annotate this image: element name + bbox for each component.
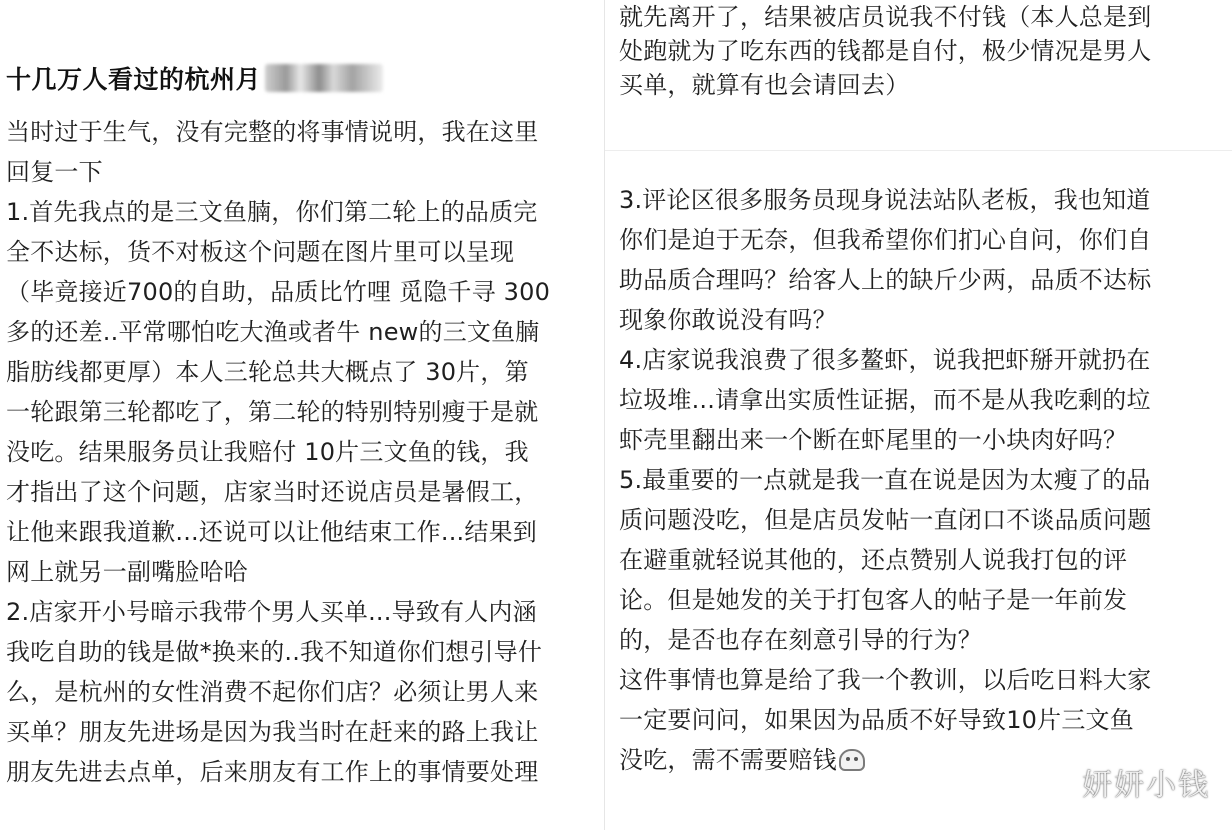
post-text-line: 5.最重要的一点就是我一直在说是因为太瘦了的品 <box>619 466 1151 494</box>
post-text-line: 的，是否也存在刻意引导的行为？ <box>619 626 982 654</box>
watermark: 妍妍小钱 <box>1082 768 1210 803</box>
post-text-line: （毕竟接近700的自助，品质比竹哩 觅隐千寻 300 <box>6 278 551 306</box>
post-text-line: 3.评论区很多服务员现身说法站队老板，我也知道 <box>619 186 1151 214</box>
blurred-title-suffix <box>265 64 383 92</box>
post-text-line: 当时过于生气，没有完整的将事情说明，我在这里 <box>6 118 539 146</box>
right-post-top-body <box>619 0 1225 102</box>
post-text-line: 回复一下 <box>6 158 103 186</box>
post-text-line: 网上就另一副嘴脸哈哈 <box>6 558 248 586</box>
screenshot-divider <box>605 150 1232 151</box>
post-text-line: 买单？朋友先进场是因为我当时在赶来的路上我让 <box>6 718 539 746</box>
post-text-line: 没吃，需不需要赔钱 <box>619 746 837 774</box>
post-text-line: 垃圾堆...请拿出实质性证据，而不是从我吃剩的垃 <box>619 386 1151 414</box>
post-text-line: 全不达标，货不对板这个问题在图片里可以呈现 <box>6 238 515 266</box>
post-text-line: 就先离开了，结果被店员说我不付钱（本人总是到 <box>619 3 1152 31</box>
post-text-line: 2.店家开小号暗示我带个男人买单...导致有人内涵 <box>6 598 537 626</box>
post-text-line: 现象你敢说没有吗？ <box>619 306 837 334</box>
post-text-line: 论。但是她发的关于打包客人的帖子是一年前发 <box>619 586 1128 614</box>
post-text-line: 你们是迫于无奈，但我希望你们扪心自问，你们自 <box>619 226 1152 254</box>
post-text-line: 买单，就算有也会请回去） <box>619 71 910 99</box>
post-text-line: 助品质合理吗？给客人上的缺斤少两，品质不达标 <box>619 266 1152 294</box>
post-text-line: 我吃自助的钱是做*换来的..我不知道你们想引导什 <box>6 638 543 666</box>
post-text-line: 没吃。结果服务员让我赔付 10片三文鱼的钱，我 <box>6 438 529 466</box>
post-text-line: 1.首先我点的是三文鱼腩，你们第二轮上的品质完 <box>6 198 538 226</box>
sweat-smile-emoji-icon <box>839 749 865 771</box>
post-text-line: 4.店家说我浪费了很多鳌虾，说我把虾掰开就扔在 <box>619 346 1151 374</box>
post-text-line: 脂肪线都更厚）本人三轮总共大概点了 30片，第 <box>6 358 529 386</box>
post-text-line: 一轮跟第三轮都吃了，第二轮的特别特别瘦于是就 <box>6 398 539 426</box>
post-text-line: 这件事情也算是给了我一个教训，以后吃日料大家 <box>619 666 1152 694</box>
post-text-line: 让他来跟我道歉...还说可以让他结束工作...结果到 <box>6 518 537 546</box>
post-text-line: 么，是杭州的女性消费不起你们店？必须让男人来 <box>6 678 539 706</box>
post-text-line: 虾壳里翻出来一个断在虾尾里的一小块肉好吗？ <box>619 426 1128 454</box>
right-post-bottom-body <box>619 180 1225 780</box>
post-text-line: 才指出了这个问题，店家当时还说店员是暑假工， <box>6 478 539 506</box>
post-title-row <box>6 58 383 98</box>
post-text-line: 朋友先进去点单，后来朋友有工作上的事情要处理 <box>6 758 539 786</box>
left-post-body <box>6 112 596 792</box>
post-text-line: 多的还差..平常哪怕吃大渔或者牛 new的三文鱼腩 <box>6 318 540 346</box>
post-text-line: 一定要问问，如果因为品质不好导致10片三文鱼 <box>619 706 1134 734</box>
left-post-panel <box>0 0 604 830</box>
post-text-line: 质问题没吃，但是店员发帖一直闭口不谈品质问题 <box>619 506 1152 534</box>
post-text-line: 处跑就为了吃东西的钱都是自付，极少情况是男人 <box>619 37 1152 65</box>
right-post-panel <box>604 0 1232 830</box>
post-title: 十几万人看过的杭州月 <box>6 65 262 94</box>
post-text-line: 在避重就轻说其他的，还点赞别人说我打包的评 <box>619 546 1128 574</box>
